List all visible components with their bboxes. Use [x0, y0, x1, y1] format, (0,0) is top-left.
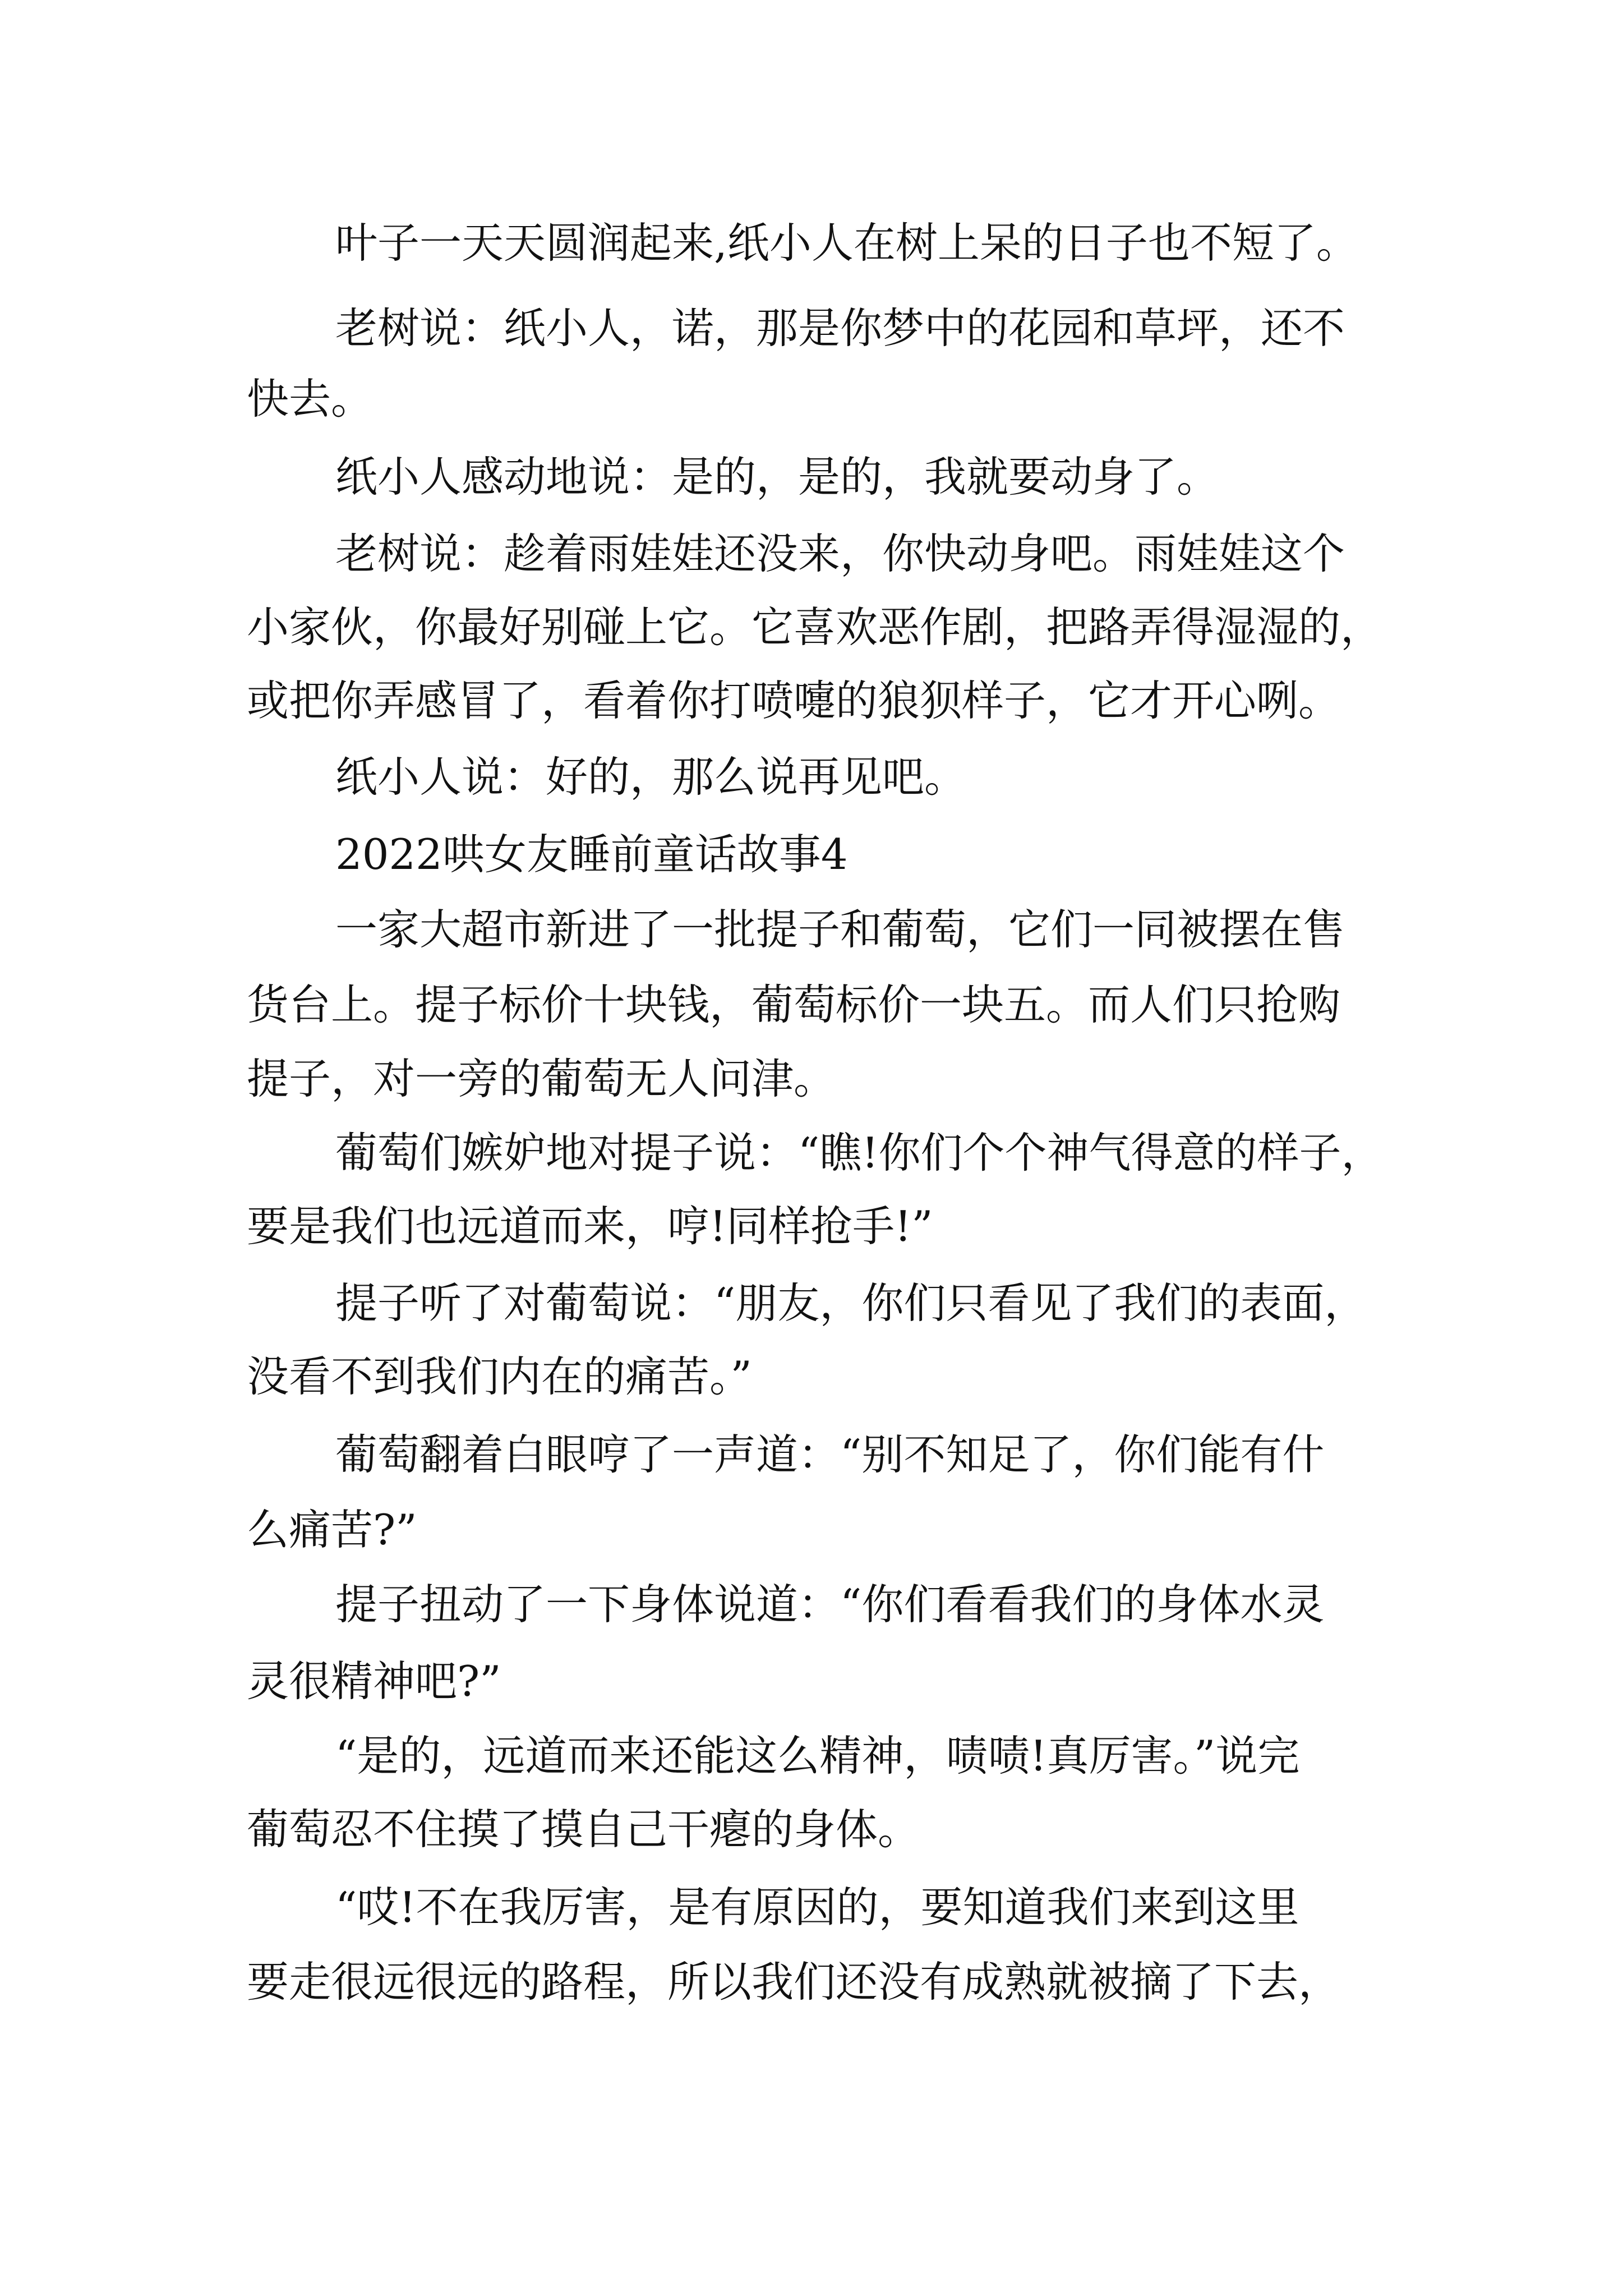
text-line: 提子听了对葡萄说：“朋友，你们只看见了我们的表面，	[335, 1278, 1367, 1328]
text-line: 葡萄们嫉妒地对提子说：“瞧!你们个个神气得意的样子，	[335, 1128, 1384, 1177]
text-line: 提子扭动了一下身体说道：“你们看看我们的身体水灵	[335, 1580, 1325, 1629]
text-line: 货台上。提子标价十块钱，葡萄标价一块五。而人们只抢购	[247, 980, 1341, 1029]
text-line: 灵很精神吧?”	[247, 1657, 501, 1706]
text-line: “是的，远道而来还能这么精神，啧啧!真厉害。”说完	[335, 1731, 1300, 1780]
text-line: 葡萄翻着白眼哼了一声道：“别不知足了，你们能有什	[335, 1430, 1325, 1479]
text-line: 或把你弄感冒了，看着你打喷嚏的狼狈样子，它才开心咧。	[247, 676, 1341, 725]
text-line: 要是我们也远道而来，哼!同样抢手!”	[247, 1202, 933, 1251]
text-line: 快去。	[247, 374, 374, 424]
section-heading: 2022哄女友睡前童话故事4	[335, 830, 848, 879]
text-line: 叶子一天天圆润起来,纸小人在树上呆的日子也不短了。	[335, 218, 1358, 268]
text-line: 老树说：趁着雨娃娃还没来，你快动身吧。雨娃娃这个	[335, 529, 1345, 578]
text-line: 么痛苦?”	[247, 1505, 417, 1554]
text-line: “哎!不在我厉害，是有原因的，要知道我们来到这里	[335, 1883, 1299, 1932]
text-line: 小家伙，你最好别碰上它。它喜欢恶作剧，把路弄得湿湿的，	[247, 602, 1383, 652]
text-line: 葡萄忍不住摸了摸自己干瘪的身体。	[247, 1805, 920, 1854]
text-line: 纸小人感动地说：是的，是的，我就要动身了。	[335, 452, 1219, 501]
text-line: 老树说：纸小人，诺，那是你梦中的花园和草坪，还不	[335, 303, 1345, 353]
text-line: 没看不到我们内在的痛苦。”	[247, 1352, 752, 1401]
text-line: 一家大超市新进了一批提子和葡萄，它们一同被摆在售	[335, 905, 1345, 954]
text-line: 提子，对一旁的葡萄无人问津。	[247, 1054, 836, 1103]
text-line: 纸小人说：好的，那么说再见吧。	[335, 752, 967, 802]
text-line: 要走很远很远的路程，所以我们还没有成熟就被摘了下去，	[247, 1957, 1341, 2007]
